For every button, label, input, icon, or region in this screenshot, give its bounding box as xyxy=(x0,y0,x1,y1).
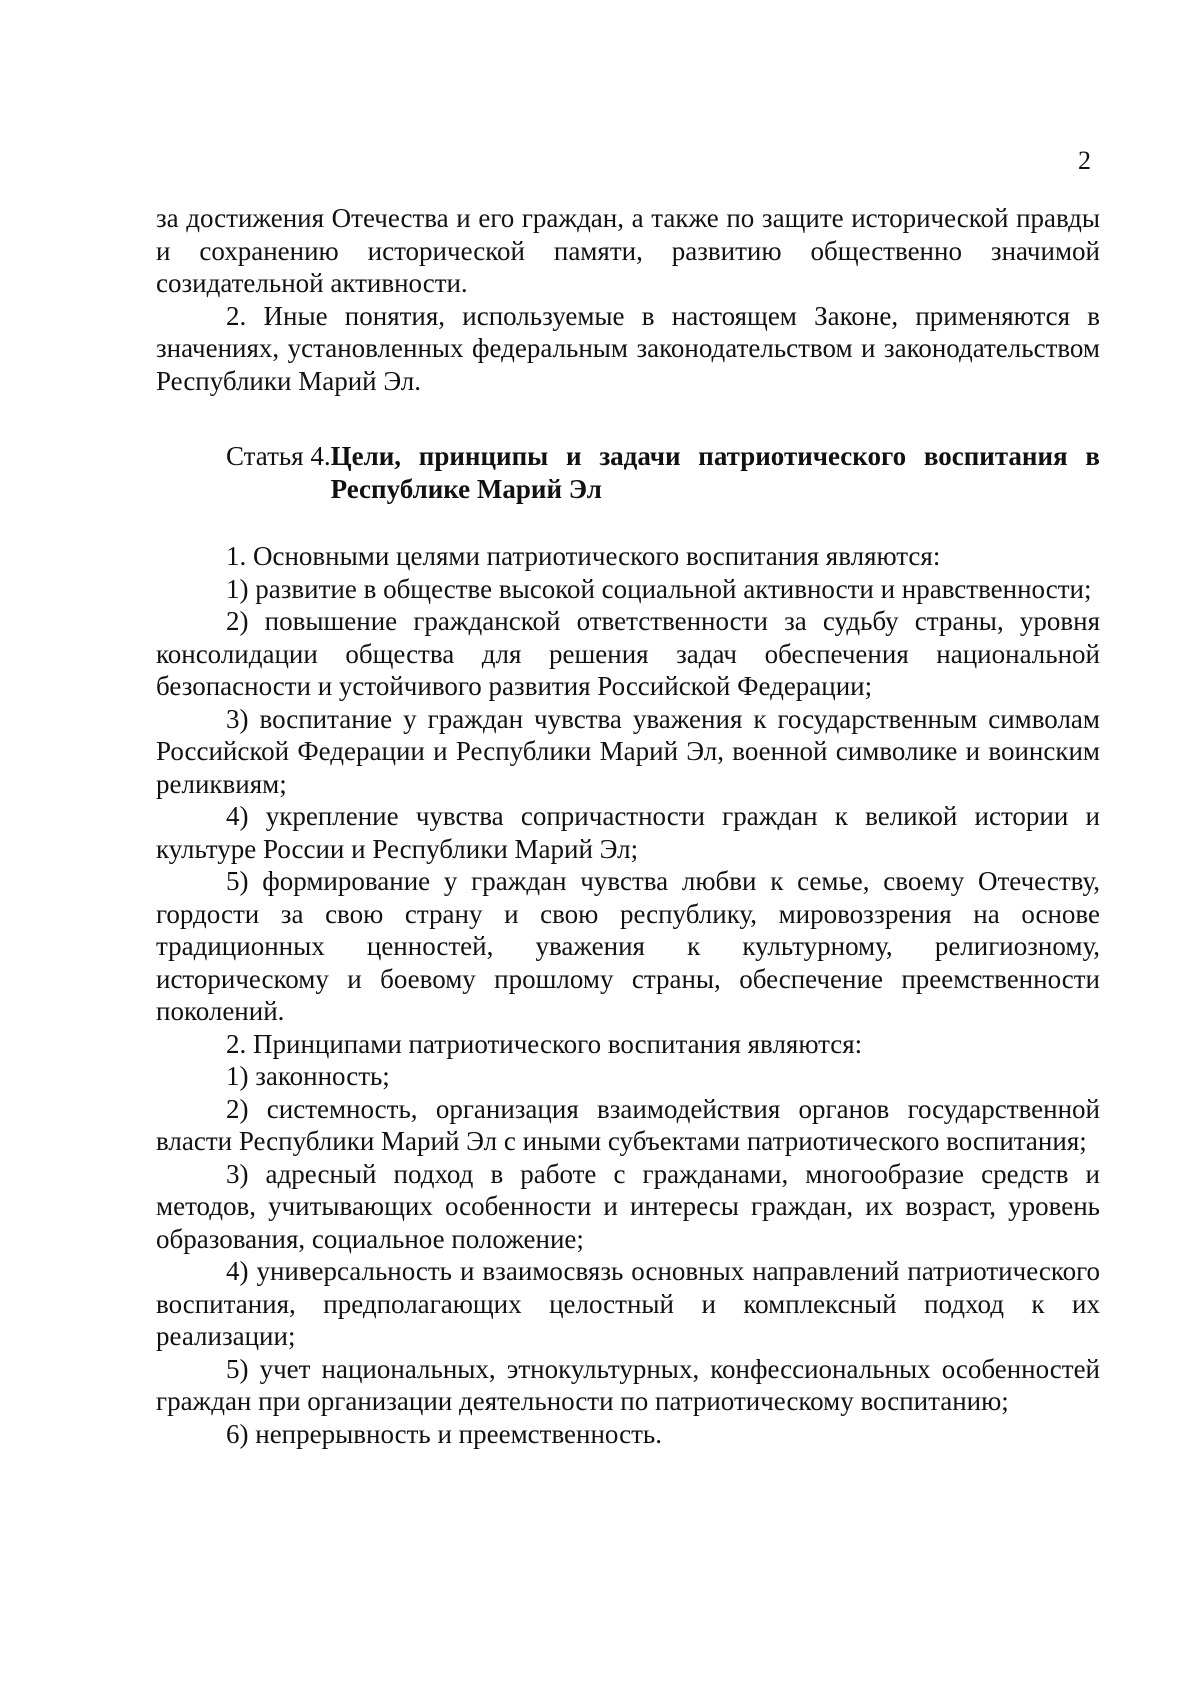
goals-heading-paragraph: 1. Основными целями патриотического воспитания являются: xyxy=(226,541,941,571)
principle-item-5: 5) учет национальных, этнокультурных, конфессиональных особенностей граждан при организации деятельности по патриотическому воспитанию; xyxy=(156,1353,1100,1416)
goal-item-5: 5) формирование у граждан чувства любви к семье, своему Отечеству, гордости за свою страну и свою республику, мировоззрения на основе традиционных ценностей, уважения к культурному, религиозному, историческому и боевому прошлому страны, обеспечение преемственности поколений. xyxy=(156,866,1100,1026)
intro-paragraph-2: 2. Иные понятия, используемые в настоящем Законе, применяются в значениях, установленных федеральным законодательством и законодательством Республики Марий Эл. xyxy=(156,300,1100,396)
article-title: Цели, принципы и задачи патриотического воспитания в Республике Марий Эл xyxy=(330,441,1100,504)
document-body xyxy=(156,202,1100,1450)
article-heading xyxy=(156,440,1100,505)
goal-item-1: 1) развитие в обществе высокой социальной активности и нравственности; xyxy=(226,573,1092,604)
goal-item-3: 3) воспитание у граждан чувства уважения к государственным символам Российской Федерации и Республики Марий Эл, военной символике и воинским реликвиям; xyxy=(156,703,1100,799)
article-label: Статья 4. xyxy=(226,441,331,471)
page-number: 2 xyxy=(1078,146,1091,175)
goal-item-4: 4) укрепление чувства сопричастности граждан к великой истории и культуре России и Республики Марий Эл; xyxy=(156,801,1100,864)
principle-item-3: 3) адресный подход в работе с гражданами, многообразие средств и методов, учитывающих особенности и интересы граждан, их возраст, уровень образования, социальное положение; xyxy=(156,1158,1100,1254)
principle-item-1: 1) законность; xyxy=(226,1061,390,1091)
principle-item-4: 4) универсальность и взаимосвязь основных направлений патриотического воспитания, предполагающих целостный и комплексный подход к их реализации; xyxy=(156,1256,1100,1351)
intro-paragraph-continuation: за достижения Отечества и его граждан, а также по защите исторической правды и сохранению исторической памяти, развитию общественно значимой созидательной активности. xyxy=(156,203,1100,298)
principle-item-2: 2) системность, организация взаимодействия органов государственной власти Республики Марий Эл с иными субъектами патриотического воспитания; xyxy=(156,1093,1100,1156)
goal-item-2: 2) повышение гражданской ответственности за судьбу страны, уровня консолидации общества для решения задач обеспечения национальной безопасности и устойчивого развития Российской Федерации; xyxy=(156,606,1100,701)
principles-heading-paragraph: 2. Принципами патриотического воспитания являются: xyxy=(226,1028,863,1059)
principle-item-6: 6) непрерывность и преемственность. xyxy=(226,1418,662,1449)
